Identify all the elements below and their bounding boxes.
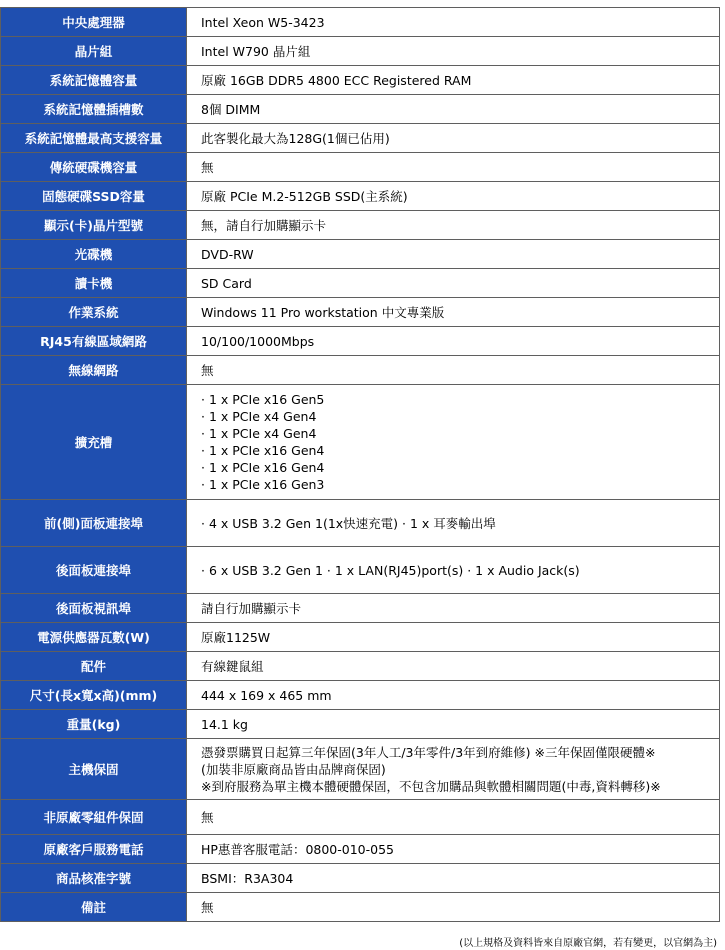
spec-label: 前(側)面板連接埠 [1, 500, 187, 547]
spec-value-line: 8個 DIMM [201, 101, 261, 117]
spec-row [1, 681, 720, 710]
spec-label: 固態硬碟SSD容量 [1, 182, 187, 211]
spec-value [187, 623, 720, 652]
spec-table [0, 7, 720, 922]
spec-value [187, 124, 720, 153]
spec-value [187, 800, 720, 835]
spec-value [187, 500, 720, 547]
spec-value-line: Intel Xeon W5-3423 [201, 14, 325, 30]
spec-row [1, 211, 720, 240]
spec-value [187, 835, 720, 864]
spec-label: 傳統硬碟機容量 [1, 153, 187, 182]
spec-value-line: · 1 x PCIe x4 Gen4 [201, 409, 317, 424]
spec-value [187, 66, 720, 95]
spec-label: 作業系統 [1, 298, 187, 327]
spec-value-line: DVD-RW [201, 246, 254, 262]
spec-value-line: Windows 11 Pro workstation 中文專業版 [201, 304, 445, 320]
spec-value-line: 原廠 PCIe M.2-512GB SSD(主系統) [201, 188, 408, 204]
spec-row [1, 547, 720, 594]
spec-label: 尺寸(長x寬x高)(mm) [1, 681, 187, 710]
spec-value-line: HP惠普客服電話：0800-010-055 [201, 841, 394, 857]
spec-label: 重量(kg) [1, 710, 187, 739]
spec-label: 原廠客戶服務電話 [1, 835, 187, 864]
spec-row [1, 240, 720, 269]
spec-row [1, 95, 720, 124]
spec-value-line: · 6 x USB 3.2 Gen 1 · 1 x LAN(RJ45)port(s) · 1 x Audio Jack(s) [201, 562, 580, 578]
spec-value-line: SD Card [201, 275, 252, 291]
spec-value [187, 298, 720, 327]
spec-label: 系統記憶體插槽數 [1, 95, 187, 124]
spec-row [1, 37, 720, 66]
spec-value [187, 269, 720, 298]
spec-value-line: 無 [201, 899, 214, 915]
spec-row [1, 269, 720, 298]
spec-value [187, 240, 720, 269]
spec-label: 配件 [1, 652, 187, 681]
spec-label: 後面板視訊埠 [1, 594, 187, 623]
spec-label: 擴充槽 [1, 385, 187, 500]
spec-row [1, 124, 720, 153]
spec-value [187, 385, 720, 500]
spec-row [1, 893, 720, 922]
spec-value-line: Intel W790 晶片組 [201, 43, 311, 59]
spec-row [1, 800, 720, 835]
spec-value-line: 有線鍵鼠組 [201, 658, 264, 674]
spec-value-line: 無 [201, 809, 214, 825]
spec-value-line: · 4 x USB 3.2 Gen 1(1x快速充電) · 1 x 耳麥輸出埠 [201, 515, 496, 531]
spec-value [187, 739, 720, 800]
spec-value-line: ※到府服務為單主機本體硬體保固，不包含加購品與軟體相關問題(中毒,資料轉移)※ [201, 778, 661, 794]
spec-row [1, 153, 720, 182]
spec-label: RJ45有線區域網路 [1, 327, 187, 356]
spec-label: 中央處理器 [1, 8, 187, 37]
spec-value-line: 原廠 16GB DDR5 4800 ECC Registered RAM [201, 72, 472, 88]
spec-value-line: 10/100/1000Mbps [201, 333, 315, 349]
spec-row [1, 182, 720, 211]
spec-value [187, 356, 720, 385]
spec-value [187, 681, 720, 710]
spec-value [187, 864, 720, 893]
spec-label: 商品核准字號 [1, 864, 187, 893]
spec-row [1, 8, 720, 37]
spec-row [1, 385, 720, 500]
spec-value [187, 327, 720, 356]
spec-value-line: 原廠1125W [201, 629, 271, 645]
spec-value [187, 893, 720, 922]
spec-row [1, 623, 720, 652]
spec-table-body [1, 8, 720, 922]
spec-value-line: 請自行加購顯示卡 [201, 600, 302, 616]
spec-value-line: 無 [201, 362, 214, 378]
spec-label: 備註 [1, 893, 187, 922]
spec-label: 晶片組 [1, 37, 187, 66]
spec-row [1, 652, 720, 681]
spec-label: 系統記憶體容量 [1, 66, 187, 95]
spec-label: 後面板連接埠 [1, 547, 187, 594]
spec-value [187, 547, 720, 594]
spec-value-line: · 1 x PCIe x4 Gen4 [201, 426, 317, 441]
spec-value [187, 153, 720, 182]
spec-label: 電源供應器瓦數(W) [1, 623, 187, 652]
spec-value-line: 無，請自行加購顯示卡 [201, 217, 327, 233]
spec-value-line: · 1 x PCIe x16 Gen4 [201, 460, 325, 475]
spec-row [1, 327, 720, 356]
spec-value [187, 211, 720, 240]
spec-value [187, 95, 720, 124]
spec-label: 系統記憶體最高支援容量 [1, 124, 187, 153]
spec-value [187, 652, 720, 681]
spec-value-line: · 1 x PCIe x16 Gen3 [201, 477, 325, 492]
spec-value-line: 444 x 169 x 465 mm [201, 687, 332, 703]
spec-value-line: (加裝非原廠商品皆由品牌商保固) [201, 761, 386, 777]
spec-value [187, 37, 720, 66]
spec-value-line: BSMI：R3A304 [201, 870, 294, 886]
spec-row [1, 500, 720, 547]
spec-row [1, 66, 720, 95]
spec-value-line: 此客製化最大為128G(1個已佔用) [201, 130, 390, 146]
spec-value-line: · 1 x PCIe x16 Gen4 [201, 443, 325, 458]
spec-row [1, 864, 720, 893]
spec-label: 無線網路 [1, 356, 187, 385]
spec-value-line: 憑發票購買日起算三年保固(3年人工/3年零件/3年到府維修) ※三年保固僅限硬體※ [201, 744, 656, 760]
spec-value [187, 594, 720, 623]
spec-value-line: 無 [201, 159, 214, 175]
spec-row [1, 298, 720, 327]
spec-row [1, 739, 720, 800]
spec-row [1, 835, 720, 864]
spec-label: 主機保固 [1, 739, 187, 800]
spec-label: 光碟機 [1, 240, 187, 269]
spec-value [187, 710, 720, 739]
spec-label: 顯示(卡)晶片型號 [1, 211, 187, 240]
spec-value-line: · 1 x PCIe x16 Gen5 [201, 392, 325, 407]
spec-label: 讀卡機 [1, 269, 187, 298]
spec-row [1, 356, 720, 385]
spec-label: 非原廠零組件保固 [1, 800, 187, 835]
footnote: (以上規格及資料皆來自原廠官網，若有變更，以官網為主) [459, 938, 717, 949]
spec-value-line: 14.1 kg [201, 716, 248, 732]
spec-row [1, 710, 720, 739]
spec-value [187, 8, 720, 37]
spec-value [187, 182, 720, 211]
spec-row [1, 594, 720, 623]
